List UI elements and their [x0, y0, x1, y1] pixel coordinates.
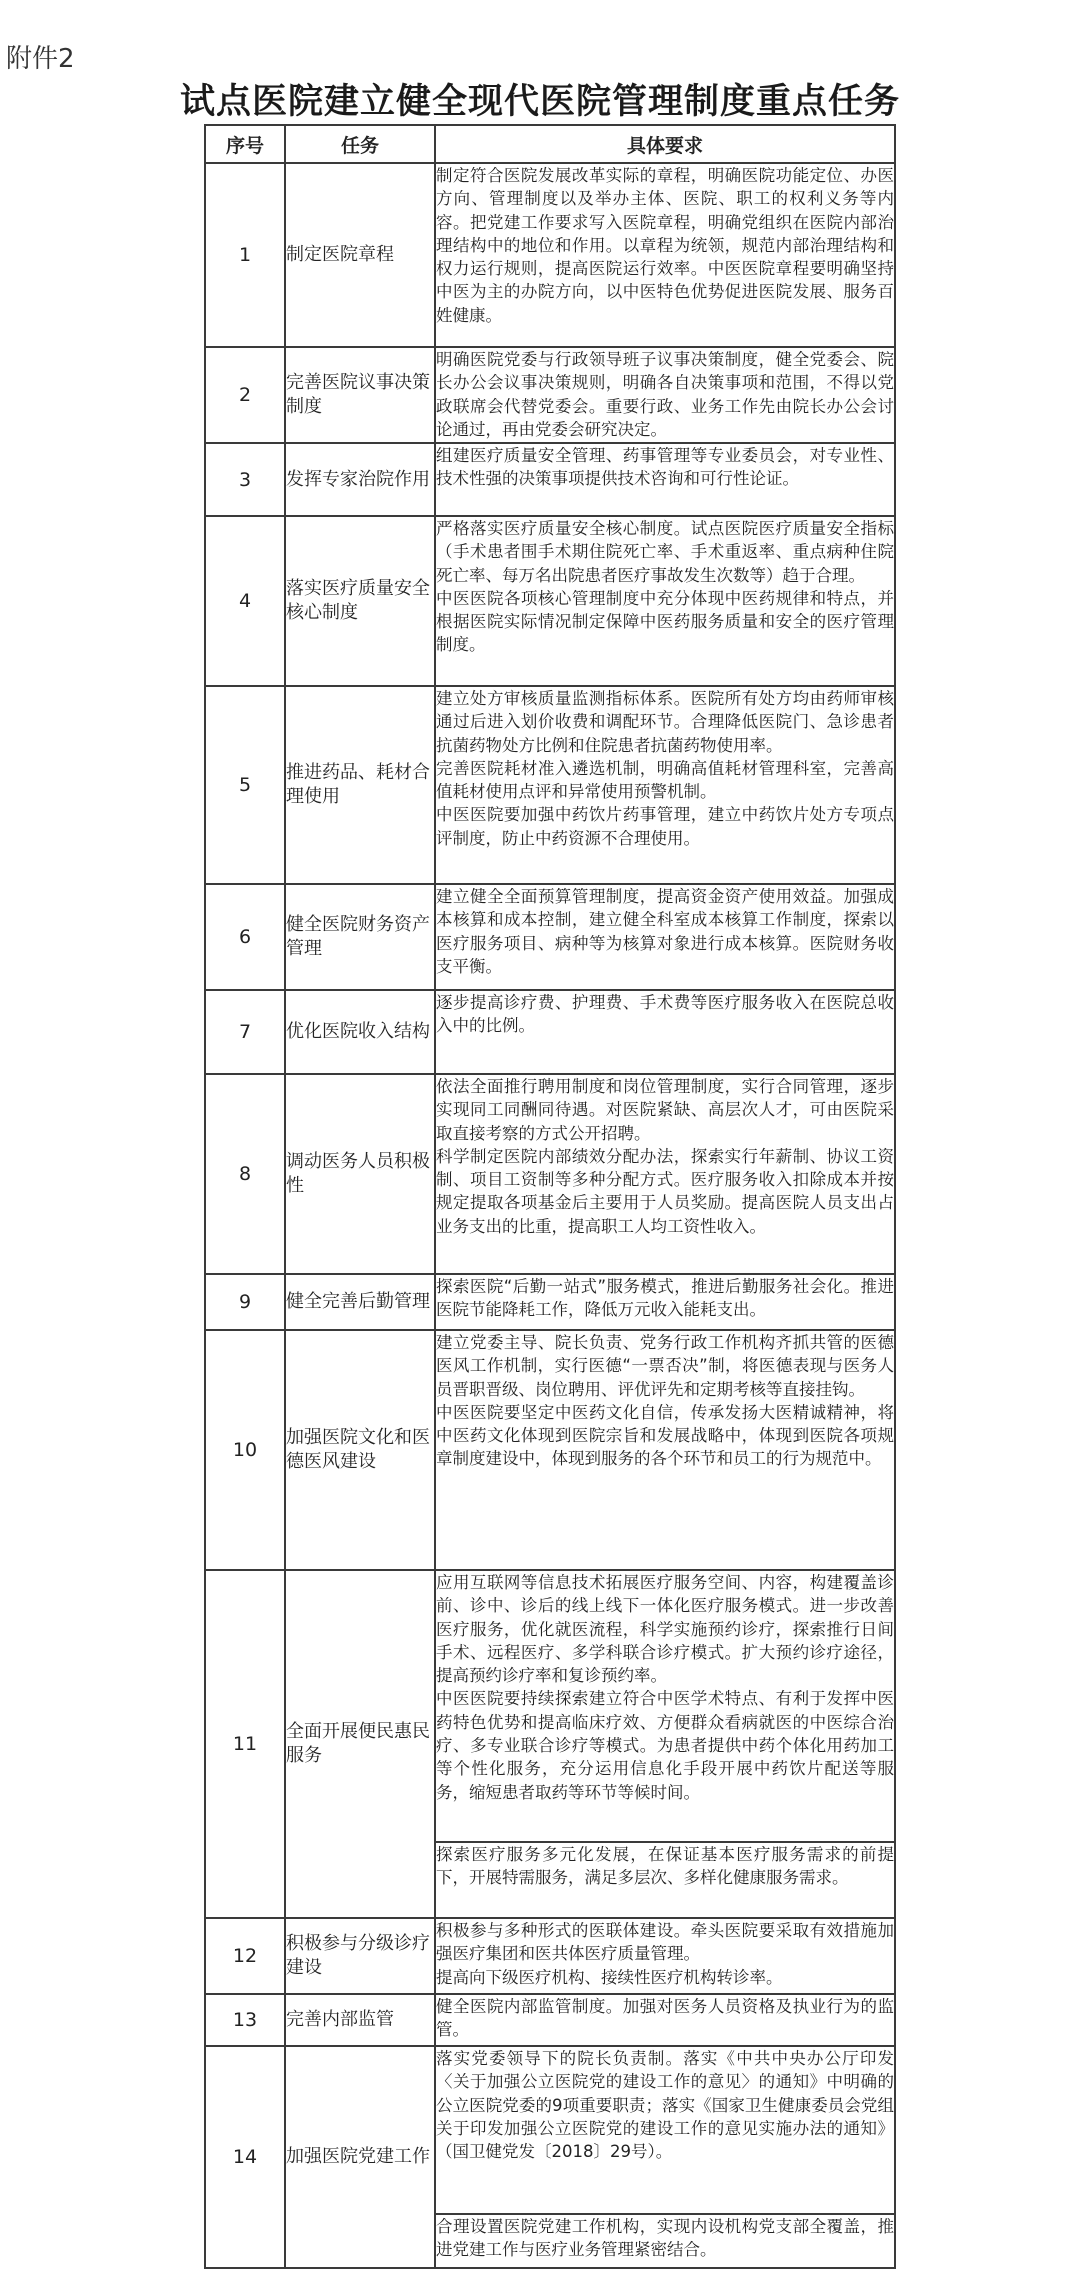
row-number: 10	[205, 1330, 285, 1570]
row-requirement	[435, 1274, 895, 1330]
row-number: 9	[205, 1274, 285, 1330]
row-requirement	[435, 884, 895, 990]
row-requirement	[435, 347, 895, 443]
table-row	[205, 990, 895, 1074]
table-row	[205, 347, 895, 443]
table-row	[205, 884, 895, 990]
table-row	[205, 1570, 895, 1842]
header-task: 任务	[285, 125, 435, 163]
row-task: 全面开展便民惠民服务	[285, 1570, 435, 1918]
requirement-text: 提高向下级医疗机构、接续性医疗机构转诊率。	[436, 1967, 783, 1987]
row-requirement	[435, 163, 895, 347]
row-requirement	[435, 1074, 895, 1274]
requirement-text: 健全医院内部监管制度。加强对医务人员资格及执业行为的监管。	[436, 1997, 894, 2040]
task-table	[204, 124, 896, 2269]
table-row	[205, 1074, 895, 1274]
row-number: 12	[205, 1918, 285, 1994]
row-number: 1	[205, 163, 285, 347]
requirement-text: 应用互联网等信息技术拓展医疗服务空间、内容，构建覆盖诊前、诊中、诊后的线上线下一体化医疗服务模式。进一步改善医疗服务，优化就医流程，科学实施预约诊疗，探索推行日间手术、远程医疗、多学科联合诊疗模式。扩大预约诊疗途径，提高预约诊疗率和复诊预约率。	[436, 1573, 894, 1686]
row-task: 加强医院党建工作	[285, 2046, 435, 2268]
page-title: 试点医院建立健全现代医院管理制度重点任务	[179, 82, 900, 122]
row-task: 发挥专家治院作用	[285, 443, 435, 516]
table-row	[205, 2046, 895, 2214]
requirement-text: 合理设置医院党建工作机构，实现内设机构党支部全覆盖，推进党建工作与医疗业务管理紧密结合。	[436, 2217, 894, 2260]
table-row	[205, 1330, 895, 1570]
row-number: 6	[205, 884, 285, 990]
row-number: 13	[205, 1994, 285, 2046]
attachment-label: 附件2	[6, 44, 75, 74]
row-task: 落实医疗质量安全核心制度	[285, 516, 435, 686]
row-requirement	[435, 686, 895, 884]
row-task: 加强医院文化和医德医风建设	[285, 1330, 435, 1570]
requirement-text: 建立处方审核质量监测指标体系。医院所有处方均由药师审核通过后进入划价收费和调配环节。合理降低医院门、急诊患者抗菌药物处方比例和住院患者抗菌药物使用率。	[436, 689, 894, 755]
requirement-text: 中医医院要加强中药饮片药事管理，建立中药饮片处方专项点评制度，防止中药资源不合理使用。	[436, 805, 894, 848]
requirement-text: 完善医院耗材准入遴选机制，明确高值耗材管理科室，完善高值耗材使用点评和异常使用预警机制。	[436, 758, 894, 802]
requirement-text: 中医医院各项核心管理制度中充分体现中医药规律和特点，并根据医院实际情况制定保障中医药服务质量和安全的医疗管理制度。	[436, 588, 894, 655]
row-number: 11	[205, 1570, 285, 1918]
row-number: 7	[205, 990, 285, 1074]
row-task: 健全医院财务资产管理	[285, 884, 435, 990]
row-requirement	[435, 1842, 895, 1918]
row-requirement	[435, 516, 895, 686]
table-row	[205, 1918, 895, 1994]
table-row	[205, 1274, 895, 1330]
table-row	[205, 516, 895, 686]
row-task: 优化医院收入结构	[285, 990, 435, 1074]
row-task: 健全完善后勤管理	[285, 1274, 435, 1330]
row-requirement	[435, 1918, 895, 1994]
requirement-text: 严格落实医疗质量安全核心制度。试点医院医疗质量安全指标（手术患者围手术期住院死亡率、手术重返率、重点病种住院死亡率、每万名出院患者医疗事故发生次数等）趋于合理。	[436, 519, 894, 585]
requirement-text: 探索医院“后勤一站式”服务模式，推进后勤服务社会化。推进医院节能降耗工作，降低万元收入能耗支出。	[436, 1277, 894, 1320]
row-task: 制定医院章程	[285, 163, 435, 347]
row-requirement	[435, 990, 895, 1074]
requirement-text: 逐步提高诊疗费、护理费、手术费等医疗服务收入在医院总收入中的比例。	[436, 993, 894, 1036]
row-requirement	[435, 1330, 895, 1570]
requirement-text: 建立健全全面预算管理制度，提高资金资产使用效益。加强成本核算和成本控制，建立健全科室成本核算工作制度，探索以医疗服务项目、病种等为核算对象进行成本核算。医院财务收支平衡。	[436, 887, 894, 976]
table-row	[205, 443, 895, 516]
row-requirement	[435, 443, 895, 516]
row-number: 14	[205, 2046, 285, 2268]
row-requirement	[435, 2214, 895, 2268]
requirement-text: 依法全面推行聘用制度和岗位管理制度，实行合同管理，逐步实现同工同酬同待遇。对医院紧缺、高层次人才，可由医院采取直接考察的方式公开招聘。	[436, 1077, 894, 1143]
row-number: 2	[205, 347, 285, 443]
requirement-text: 探索医疗服务多元化发展，在保证基本医疗服务需求的前提下，开展特需服务，满足多层次、多样化健康服务需求。	[436, 1845, 894, 1888]
requirement-text: 组建医疗质量安全管理、药事管理等专业委员会，对专业性、技术性强的决策事项提供技术咨询和可行性论证。	[436, 446, 894, 489]
table-row	[205, 1994, 895, 2046]
row-requirement	[435, 2046, 895, 2214]
requirement-text: 积极参与多种形式的医联体建设。牵头医院要采取有效措施加强医疗集团和医共体医疗质量管理。	[436, 1921, 894, 1964]
requirement-text: 明确医院党委与行政领导班子议事决策制度，健全党委会、院长办公会议事决策规则，明确各自决策事项和范围，不得以党政联席会代替党委会。重要行政、业务工作先由院长办公会讨论通过，再由党委会研究决定。	[436, 350, 894, 439]
row-task: 完善医院议事决策制度	[285, 347, 435, 443]
row-requirement	[435, 1994, 895, 2046]
row-task: 完善内部监管	[285, 1994, 435, 2046]
row-number: 5	[205, 686, 285, 884]
requirement-text: 制定符合医院发展改革实际的章程，明确医院功能定位、办医方向、管理制度以及举办主体、医院、职工的权利义务等内容。把党建工作要求写入医院章程，明确党组织在医院内部治理结构中的地位和作用。以章程为统领，规范内部治理结构和权力运行规则，提高医院运行效率。中医医院章程要明确坚持中医为主的办院方向，以中医特色优势促进医院发展、服务百姓健康。	[436, 166, 894, 325]
row-number: 4	[205, 516, 285, 686]
row-task: 积极参与分级诊疗建设	[285, 1918, 435, 1994]
row-number: 3	[205, 443, 285, 516]
table-row	[205, 686, 895, 884]
requirement-text: 落实党委领导下的院长负责制。落实《中共中央办公厅印发〈关于加强公立医院党的建设工作的意见〉的通知》中明确的公立医院党委的9项重要职责；落实《国家卫生健康委员会党组关于印发加强公立医院党的建设工作的意见实施办法的通知》（国卫健党发〔2018〕29号）。	[436, 2049, 894, 2162]
table-header-row	[205, 125, 895, 163]
header-no: 序号	[205, 125, 285, 163]
requirement-text: 中医医院要坚定中医药文化自信，传承发扬大医精诚精神，将中医药文化体现到医院宗旨和发展战略中，体现到医院各项规章制度建设中，体现到服务的各个环节和员工的行为规范中。	[436, 1402, 894, 1469]
row-task: 调动医务人员积极性	[285, 1074, 435, 1274]
requirement-text: 中医医院要持续探索建立符合中医学术特点、有利于发挥中医药特色优势和提高临床疗效、方便群众看病就医的中医综合治疗、多专业联合诊疗等模式。为患者提供中药个体化用药加工等个性化服务，充分运用信息化手段开展中药饮片配送等服务，缩短患者取药等环节等候时间。	[436, 1689, 894, 1802]
requirement-text: 科学制定医院内部绩效分配办法，探索实行年薪制、协议工资制、项目工资制等多种分配方式。医疗服务收入扣除成本并按规定提取各项基金后主要用于人员奖励。提高医院人员支出占业务支出的比重，提高职工人均工资性收入。	[436, 1146, 894, 1236]
row-task: 推进药品、耗材合理使用	[285, 686, 435, 884]
requirement-text: 建立党委主导、院长负责、党务行政工作机构齐抓共管的医德医风工作机制，实行医德“一票否决”制，将医德表现与医务人员晋职晋级、岗位聘用、评优评先和定期考核等直接挂钩。	[436, 1333, 894, 1399]
table-row	[205, 163, 895, 347]
row-requirement	[435, 1570, 895, 1842]
header-req: 具体要求	[435, 125, 895, 163]
row-number: 8	[205, 1074, 285, 1274]
